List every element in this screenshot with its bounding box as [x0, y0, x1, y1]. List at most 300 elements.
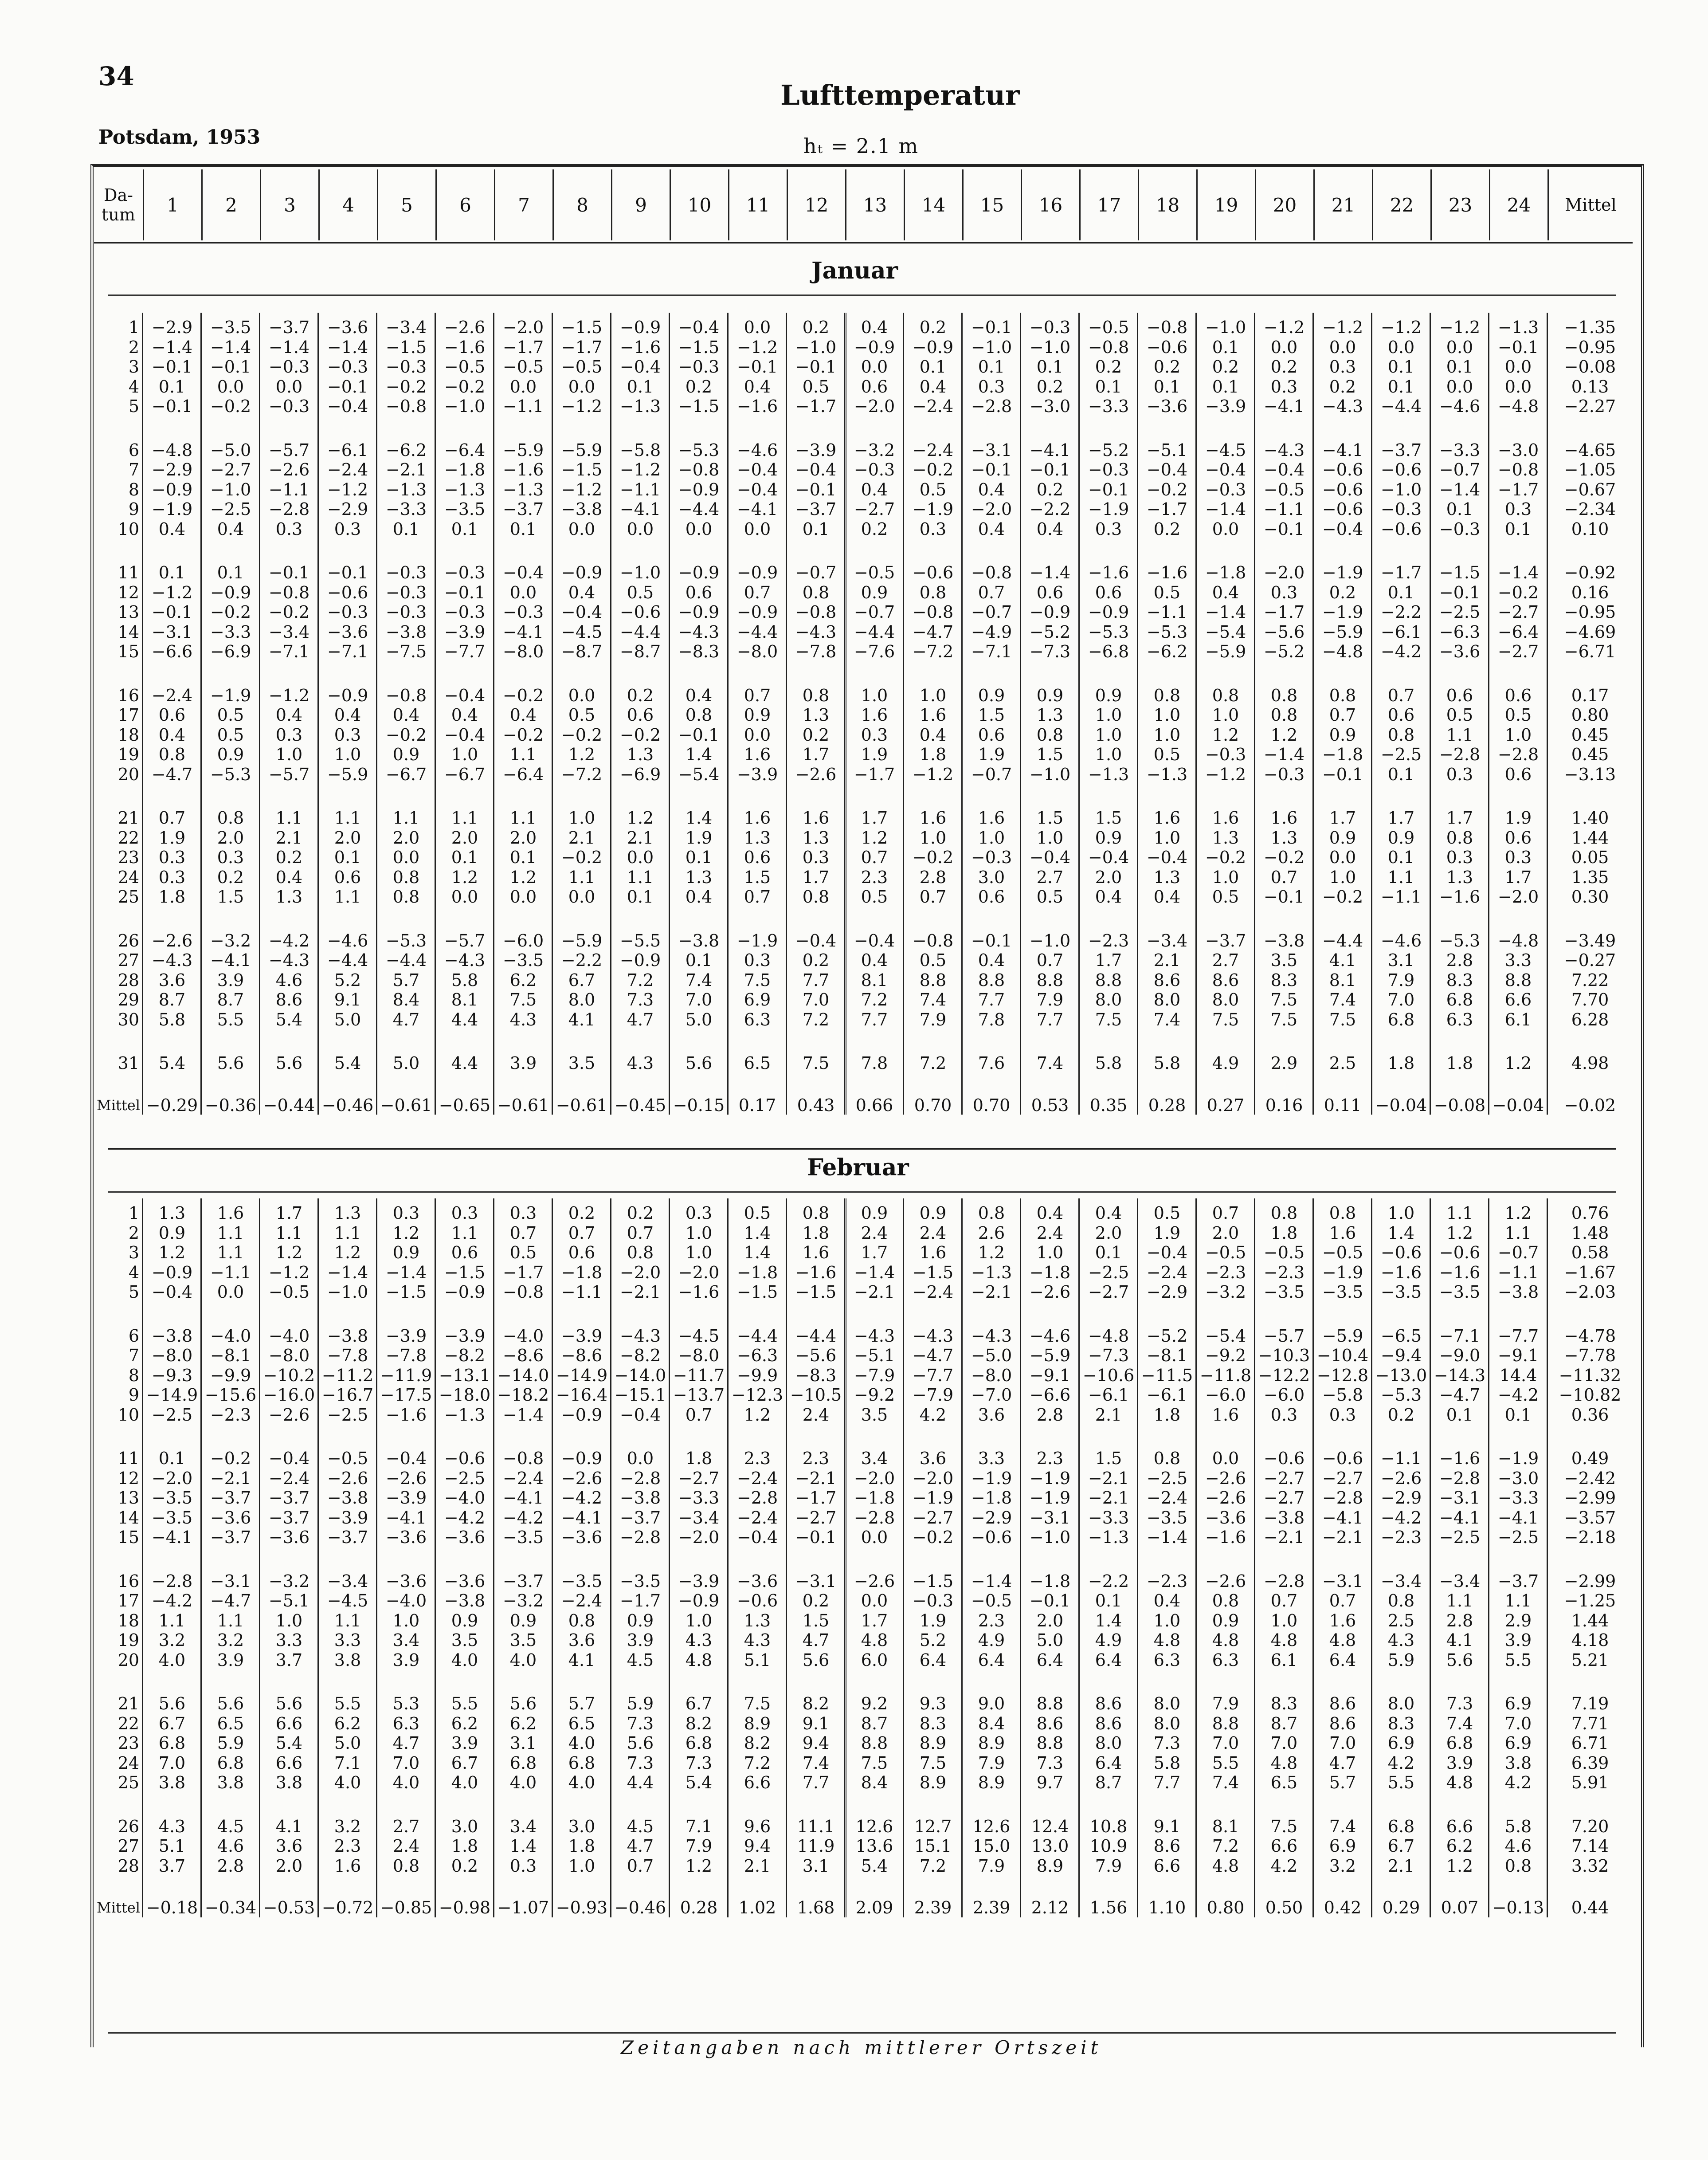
- daily-mean-cell: 7.22: [1571, 970, 1609, 990]
- temperature-cell: −2.5: [1088, 1262, 1129, 1282]
- column-rule: [1254, 1198, 1255, 1917]
- temperature-cell: 5.8: [1095, 1053, 1122, 1073]
- temperature-cell: −5.3: [1088, 622, 1129, 642]
- temperature-cell: 0.3: [744, 950, 771, 970]
- temperature-cell: 1.3: [1212, 828, 1239, 848]
- temperature-cell: −3.1: [210, 1571, 251, 1591]
- temperature-cell: −0.1: [1029, 460, 1071, 479]
- temperature-cell: 1.3: [744, 1610, 771, 1630]
- temperature-cell: 3.9: [451, 1733, 478, 1753]
- temperature-cell: 1.0: [861, 685, 888, 705]
- temperature-cell: −2.6: [795, 764, 837, 784]
- temperature-cell: 6.4: [1095, 1753, 1122, 1773]
- daily-mean-cell: −1.05: [1564, 460, 1616, 479]
- temperature-cell: 0.9: [1036, 685, 1064, 705]
- temperature-cell: 8.0: [568, 990, 595, 1009]
- temperature-cell: −1.9: [1322, 563, 1363, 582]
- temperature-cell: −8.0: [502, 642, 544, 661]
- temperature-cell: 8.0: [1095, 990, 1122, 1009]
- table-row: [94, 602, 1633, 622]
- daily-mean-cell: −2.03: [1564, 1282, 1616, 1302]
- day-label: 13: [118, 1488, 139, 1508]
- temperature-cell: −1.9: [1497, 1449, 1539, 1468]
- temperature-cell: 5.8: [1504, 1816, 1532, 1836]
- temperature-cell: 8.7: [217, 990, 244, 1009]
- temperature-cell: −3.9: [1205, 397, 1246, 416]
- temperature-cell: −0.4: [795, 460, 837, 479]
- temperature-cell: −0.9: [736, 563, 778, 582]
- temperature-cell: 0.8: [1153, 1449, 1181, 1468]
- temperature-cell: 0.4: [919, 725, 947, 745]
- temperature-cell: 0.9: [1095, 685, 1122, 705]
- temperature-cell: −7.8: [385, 1346, 427, 1365]
- temperature-cell: −3.6: [444, 1528, 486, 1547]
- temperature-cell: −4.3: [912, 1326, 954, 1346]
- temperature-cell: −5.9: [327, 764, 368, 784]
- temperature-cell: −2.6: [561, 1468, 603, 1488]
- temperature-cell: −4.5: [1205, 440, 1246, 460]
- table-row: [94, 377, 1633, 397]
- temperature-cell: 0.5: [802, 377, 830, 397]
- temperature-cell: 0.17: [738, 1095, 776, 1115]
- temperature-cell: −0.3: [502, 602, 544, 622]
- temperature-cell: 12.4: [1031, 1816, 1069, 1836]
- temperature-cell: −16.7: [321, 1385, 374, 1405]
- table-row: [94, 705, 1633, 725]
- table-row: [94, 1405, 1633, 1425]
- temperature-cell: 4.7: [1329, 1753, 1356, 1773]
- temperature-cell: 7.8: [978, 1009, 1005, 1029]
- temperature-cell: −0.3: [444, 602, 486, 622]
- temperature-cell: −5.5: [619, 931, 661, 950]
- temperature-cell: −6.1: [1088, 1385, 1129, 1405]
- temperature-cell: 2.09: [855, 1898, 893, 1917]
- temperature-cell: 4.3: [685, 1630, 713, 1650]
- temperature-cell: 2.12: [1031, 1898, 1069, 1917]
- temperature-cell: −4.1: [1497, 1508, 1539, 1528]
- temperature-cell: 5.2: [919, 1630, 947, 1650]
- daily-mean-cell: 7.14: [1571, 1836, 1609, 1856]
- daily-mean-cell: 0.10: [1571, 519, 1609, 539]
- temperature-cell: 1.2: [509, 867, 537, 887]
- temperature-cell: 0.9: [1329, 828, 1356, 848]
- temperature-cell: 7.5: [744, 1694, 771, 1713]
- temperature-cell: −2.0: [678, 1528, 720, 1547]
- temperature-cell: −3.8: [619, 1488, 661, 1508]
- table-row: [94, 1365, 1633, 1386]
- temperature-cell: −2.8: [1439, 1468, 1481, 1488]
- temperature-cell: 7.9: [1095, 1856, 1122, 1876]
- temperature-cell: −0.5: [1322, 1243, 1363, 1262]
- day-label: 21: [118, 1694, 139, 1713]
- temperature-cell: −0.5: [1205, 1243, 1246, 1262]
- temperature-cell: −2.8: [268, 499, 310, 519]
- temperature-cell: −5.2: [1263, 642, 1305, 661]
- temperature-cell: 1.5: [802, 1610, 830, 1630]
- temperature-cell: 8.9: [978, 1733, 1005, 1753]
- month-title-february: Februar: [807, 1154, 909, 1181]
- temperature-cell: 8.7: [158, 990, 186, 1009]
- temperature-cell: 0.07: [1441, 1898, 1479, 1917]
- temperature-cell: −4.0: [268, 1326, 310, 1346]
- temperature-cell: −2.0: [971, 499, 1012, 519]
- temperature-cell: 0.4: [568, 582, 595, 602]
- daily-mean-cell: 7.20: [1571, 1816, 1609, 1836]
- temperature-cell: −4.4: [1322, 931, 1363, 950]
- temperature-cell: 7.4: [802, 1753, 830, 1773]
- header-hour-3: 3: [260, 169, 318, 240]
- temperature-cell: 8.0: [1153, 990, 1181, 1009]
- temperature-cell: 6.7: [685, 1694, 713, 1713]
- temperature-cell: 0.0: [1387, 337, 1415, 357]
- temperature-cell: −3.6: [385, 1571, 427, 1591]
- temperature-cell: 1.1: [1446, 725, 1473, 745]
- temperature-cell: −7.0: [971, 1385, 1012, 1405]
- temperature-cell: 1.3: [627, 745, 654, 764]
- temperature-cell: 5.5: [217, 1009, 244, 1029]
- daily-mean-cell: 1.44: [1571, 828, 1609, 848]
- temperature-cell: 0.8: [802, 582, 830, 602]
- temperature-cell: 0.6: [978, 725, 1005, 745]
- day-label: 27: [118, 1836, 139, 1856]
- temperature-cell: 1.0: [1095, 705, 1122, 725]
- temperature-cell: −1.7: [619, 1591, 661, 1610]
- temperature-cell: 4.2: [1504, 1773, 1532, 1792]
- temperature-cell: −0.3: [268, 397, 310, 416]
- temperature-cell: 0.3: [1329, 357, 1356, 377]
- temperature-cell: 1.3: [1270, 828, 1298, 848]
- temperature-cell: 0.4: [275, 705, 303, 725]
- temperature-cell: −16.0: [263, 1385, 315, 1405]
- temperature-cell: 4.6: [275, 970, 303, 990]
- temperature-cell: −1.1: [1380, 887, 1422, 907]
- temperature-cell: −0.4: [1146, 1243, 1188, 1262]
- temperature-cell: 0.4: [861, 950, 888, 970]
- table-row: [94, 1242, 1633, 1263]
- temperature-cell: 0.9: [861, 1203, 888, 1223]
- temperature-cell: −9.2: [1205, 1346, 1246, 1365]
- temperature-cell: −2.1: [1322, 1528, 1363, 1547]
- temperature-cell: −3.1: [1439, 1488, 1481, 1508]
- temperature-cell: 0.0: [861, 357, 888, 377]
- temperature-cell: −1.5: [912, 1571, 954, 1591]
- temperature-cell: 2.8: [919, 867, 947, 887]
- temperature-cell: 8.7: [1270, 1713, 1298, 1733]
- temperature-cell: 1.2: [275, 1243, 303, 1262]
- temperature-cell: 5.6: [685, 1053, 713, 1073]
- temperature-cell: 0.0: [627, 848, 654, 867]
- temperature-cell: −1.4: [1439, 479, 1481, 499]
- temperature-cell: −5.7: [444, 931, 486, 950]
- temperature-cell: 6.0: [861, 1650, 888, 1670]
- temperature-cell: −1.4: [1205, 499, 1246, 519]
- temperature-cell: 9.3: [919, 1694, 947, 1713]
- temperature-cell: 4.5: [627, 1816, 654, 1836]
- temperature-cell: −2.6: [1380, 1468, 1422, 1488]
- temperature-cell: 0.8: [685, 705, 713, 725]
- temperature-cell: −3.5: [561, 1571, 603, 1591]
- temperature-cell: −4.2: [268, 931, 310, 950]
- temperature-cell: −5.0: [210, 440, 251, 460]
- temperature-cell: 0.9: [1212, 1610, 1239, 1630]
- temperature-cell: −1.9: [151, 499, 193, 519]
- temperature-cell: 2.0: [217, 828, 244, 848]
- temperature-cell: −0.1: [1263, 887, 1305, 907]
- temperature-cell: 3.8: [334, 1650, 361, 1670]
- temperature-cell: −4.3: [971, 1326, 1012, 1346]
- temperature-cell: −0.36: [204, 1095, 257, 1115]
- temperature-cell: 0.3: [1504, 499, 1532, 519]
- temperature-cell: 1.0: [1153, 828, 1181, 848]
- temperature-cell: 1.4: [1387, 1223, 1415, 1243]
- temperature-cell: −2.8: [619, 1468, 661, 1488]
- temperature-cell: −3.4: [1146, 931, 1188, 950]
- temperature-cell: −3.5: [502, 950, 544, 970]
- daily-mean-cell: −2.99: [1564, 1488, 1616, 1508]
- temperature-cell: −0.4: [1146, 460, 1188, 479]
- temperature-cell: 0.9: [451, 1610, 478, 1630]
- daily-mean-cell: −3.49: [1564, 931, 1616, 950]
- temperature-cell: 8.2: [802, 1694, 830, 1713]
- temperature-cell: −3.8: [561, 499, 603, 519]
- temperature-cell: −3.8: [151, 1326, 193, 1346]
- temperature-cell: 0.6: [1036, 582, 1064, 602]
- temperature-cell: −6.4: [444, 440, 486, 460]
- column-rule: [200, 1198, 202, 1917]
- temperature-cell: −2.8: [619, 1528, 661, 1547]
- temperature-cell: 0.8: [919, 582, 947, 602]
- temperature-cell: 2.0: [1036, 1610, 1064, 1630]
- temperature-cell: 7.2: [861, 990, 888, 1009]
- temperature-cell: −1.5: [795, 1282, 837, 1302]
- temperature-cell: −6.4: [1497, 622, 1539, 642]
- temperature-cell: 3.8: [275, 1773, 303, 1792]
- temperature-cell: −2.1: [854, 1282, 895, 1302]
- temperature-cell: 0.0: [509, 887, 537, 907]
- table-row: [94, 1772, 1633, 1793]
- temperature-cell: −0.9: [619, 950, 661, 970]
- temperature-cell: −0.9: [736, 602, 778, 622]
- temperature-cell: −2.9: [1380, 1488, 1422, 1508]
- temperature-cell: −8.0: [151, 1346, 193, 1365]
- temperature-cell: 6.7: [1387, 1836, 1415, 1856]
- day-label: 24: [118, 867, 139, 887]
- daily-mean-cell: −1.25: [1564, 1591, 1616, 1610]
- temperature-cell: −3.1: [151, 622, 193, 642]
- temperature-cell: 0.0: [861, 1591, 888, 1610]
- temperature-cell: 1.4: [744, 1243, 771, 1262]
- temperature-cell: −0.8: [678, 460, 720, 479]
- temperature-cell: −0.5: [971, 1591, 1012, 1610]
- temperature-cell: 9.1: [334, 990, 361, 1009]
- temperature-cell: −1.5: [385, 337, 427, 357]
- temperature-cell: 4.7: [627, 1009, 654, 1029]
- column-rule: [669, 313, 670, 1115]
- month-divider-rule: [108, 1148, 1616, 1150]
- temperature-cell: 6.6: [275, 1753, 303, 1773]
- temperature-cell: 2.8: [1446, 1610, 1473, 1630]
- temperature-cell: −0.2: [444, 377, 486, 397]
- daily-mean-cell: −2.18: [1564, 1528, 1616, 1547]
- temperature-cell: 8.0: [1387, 1694, 1415, 1713]
- temperature-cell: −1.8: [854, 1488, 895, 1508]
- temperature-cell: 0.7: [744, 685, 771, 705]
- temperature-cell: 0.3: [919, 519, 947, 539]
- temperature-cell: 1.7: [861, 1243, 888, 1262]
- temperature-cell: −0.5: [327, 1449, 368, 1468]
- temperature-cell: 2.7: [1212, 950, 1239, 970]
- temperature-cell: −3.6: [1146, 397, 1188, 416]
- temperature-cell: −1.2: [1263, 318, 1305, 337]
- temperature-cell: 0.4: [275, 867, 303, 887]
- table-row: [94, 887, 1633, 907]
- temperature-cell: 2.1: [744, 1856, 771, 1876]
- temperature-cell: −0.1: [971, 931, 1012, 950]
- temperature-cell: −3.7: [1205, 931, 1246, 950]
- temperature-cell: −0.4: [736, 479, 778, 499]
- temperature-cell: 6.9: [1329, 1836, 1356, 1856]
- temperature-cell: −4.0: [444, 1488, 486, 1508]
- temperature-cell: 0.5: [217, 725, 244, 745]
- daily-mean-cell: −11.32: [1559, 1365, 1622, 1385]
- temperature-cell: −0.6: [1322, 479, 1363, 499]
- temperature-cell: −4.0: [385, 1591, 427, 1610]
- temperature-cell: 2.0: [392, 828, 420, 848]
- temperature-cell: −5.3: [1380, 1385, 1422, 1405]
- temperature-cell: −0.72: [321, 1898, 374, 1917]
- daily-mean-cell: −2.34: [1564, 499, 1616, 519]
- temperature-cell: 5.0: [334, 1009, 361, 1029]
- temperature-cell: −14.0: [497, 1365, 549, 1385]
- temperature-cell: −4.3: [1322, 397, 1363, 416]
- temperature-cell: 7.2: [919, 1053, 947, 1073]
- temperature-cell: −0.46: [321, 1095, 374, 1115]
- temperature-cell: 0.0: [744, 519, 771, 539]
- temperature-cell: −1.4: [1205, 602, 1246, 622]
- table-row: [94, 622, 1633, 642]
- temperature-cell: 0.2: [685, 377, 713, 397]
- temperature-cell: 0.5: [1153, 582, 1181, 602]
- temperature-cell: −1.7: [854, 764, 895, 784]
- temperature-cell: −14.9: [556, 1365, 608, 1385]
- temperature-cell: 7.3: [627, 990, 654, 1009]
- temperature-cell: 8.9: [744, 1713, 771, 1733]
- temperature-cell: 1.3: [685, 867, 713, 887]
- temperature-cell: 1.7: [1329, 808, 1356, 828]
- temperature-cell: −4.8: [151, 440, 193, 460]
- day-label: 11: [118, 1449, 139, 1468]
- temperature-cell: −0.6: [1380, 519, 1422, 539]
- temperature-cell: 0.4: [978, 950, 1005, 970]
- temperature-cell: 3.3: [275, 1630, 303, 1650]
- temperature-cell: −2.0: [502, 318, 544, 337]
- header-hour-13: 13: [845, 169, 904, 240]
- temperature-cell: 7.3: [627, 1713, 654, 1733]
- temperature-cell: −6.2: [385, 440, 427, 460]
- temperature-cell: −2.3: [1146, 1571, 1188, 1591]
- temperature-cell: 8.7: [861, 1713, 888, 1733]
- temperature-cell: −2.4: [736, 1508, 778, 1528]
- temperature-cell: 2.3: [1036, 1449, 1064, 1468]
- temperature-cell: 1.0: [1504, 725, 1532, 745]
- temperature-cell: −0.8: [502, 1449, 544, 1468]
- temperature-cell: 0.70: [972, 1095, 1011, 1115]
- temperature-cell: 8.3: [1270, 970, 1298, 990]
- temperature-cell: −1.2: [912, 764, 954, 784]
- temperature-cell: −0.3: [912, 1591, 954, 1610]
- temperature-cell: −0.8: [268, 582, 310, 602]
- temperature-cell: −5.6: [1263, 622, 1305, 642]
- temperature-cell: 0.7: [1270, 1591, 1298, 1610]
- temperature-cell: 1.1: [627, 867, 654, 887]
- temperature-cell: 8.0: [1212, 990, 1239, 1009]
- temperature-cell: 7.4: [1153, 1009, 1181, 1029]
- temperature-cell: −0.61: [497, 1095, 549, 1115]
- temperature-cell: −2.5: [210, 499, 251, 519]
- day-label: 29: [118, 990, 139, 1009]
- temperature-cell: 1.6: [744, 808, 771, 828]
- temperature-cell: 4.6: [1504, 1836, 1532, 1856]
- day-label: 18: [118, 725, 139, 745]
- temperature-cell: −3.2: [1205, 1282, 1246, 1302]
- temperature-cell: 0.8: [1212, 1591, 1239, 1610]
- temperature-cell: −4.2: [561, 1488, 603, 1508]
- temperature-cell: −4.1: [210, 950, 251, 970]
- temperature-cell: −11.8: [1199, 1365, 1252, 1385]
- temperature-cell: −1.4: [1146, 1528, 1188, 1547]
- temperature-cell: 0.5: [1153, 1203, 1181, 1223]
- temperature-cell: −4.1: [1439, 1508, 1481, 1528]
- temperature-cell: 0.9: [919, 1203, 947, 1223]
- temperature-cell: 0.2: [1036, 479, 1064, 499]
- temperature-cell: −1.2: [619, 460, 661, 479]
- temperature-cell: 9.2: [861, 1694, 888, 1713]
- temperature-cell: 4.0: [568, 1773, 595, 1792]
- temperature-cell: 3.3: [1504, 950, 1532, 970]
- temperature-cell: −4.3: [151, 950, 193, 970]
- day-label: 28: [118, 970, 139, 990]
- temperature-cell: 6.3: [1212, 1650, 1239, 1670]
- temperature-cell: 0.0: [1446, 337, 1473, 357]
- temperature-cell: −3.7: [502, 499, 544, 519]
- temperature-cell: 4.8: [1446, 1773, 1473, 1792]
- temperature-cell: −0.1: [1439, 582, 1481, 602]
- temperature-cell: −3.3: [1497, 1488, 1539, 1508]
- temperature-cell: 6.6: [1153, 1856, 1181, 1876]
- daily-mean-cell: 0.13: [1571, 377, 1609, 397]
- temperature-cell: −0.2: [619, 725, 661, 745]
- day-label: 16: [118, 685, 139, 705]
- column-rule: [1371, 313, 1372, 1115]
- temperature-cell: 4.6: [217, 1836, 244, 1856]
- temperature-cell: −6.0: [502, 931, 544, 950]
- temperature-cell: 0.4: [509, 705, 537, 725]
- day-label: 12: [118, 582, 139, 602]
- temperature-cell: −5.1: [1146, 440, 1188, 460]
- temperature-cell: 5.5: [1387, 1773, 1415, 1792]
- temperature-cell: 1.0: [1212, 705, 1239, 725]
- temperature-cell: 7.2: [1212, 1836, 1239, 1856]
- temperature-cell: −1.4: [268, 337, 310, 357]
- table-row: [94, 440, 1633, 460]
- temperature-cell: 4.8: [1212, 1856, 1239, 1876]
- temperature-cell: −2.7: [678, 1468, 720, 1488]
- table-row: [94, 1713, 1633, 1734]
- temperature-cell: 5.1: [158, 1836, 186, 1856]
- temperature-cell: 1.3: [1153, 867, 1181, 887]
- temperature-cell: 0.3: [1270, 377, 1298, 397]
- table-row: [94, 1856, 1633, 1876]
